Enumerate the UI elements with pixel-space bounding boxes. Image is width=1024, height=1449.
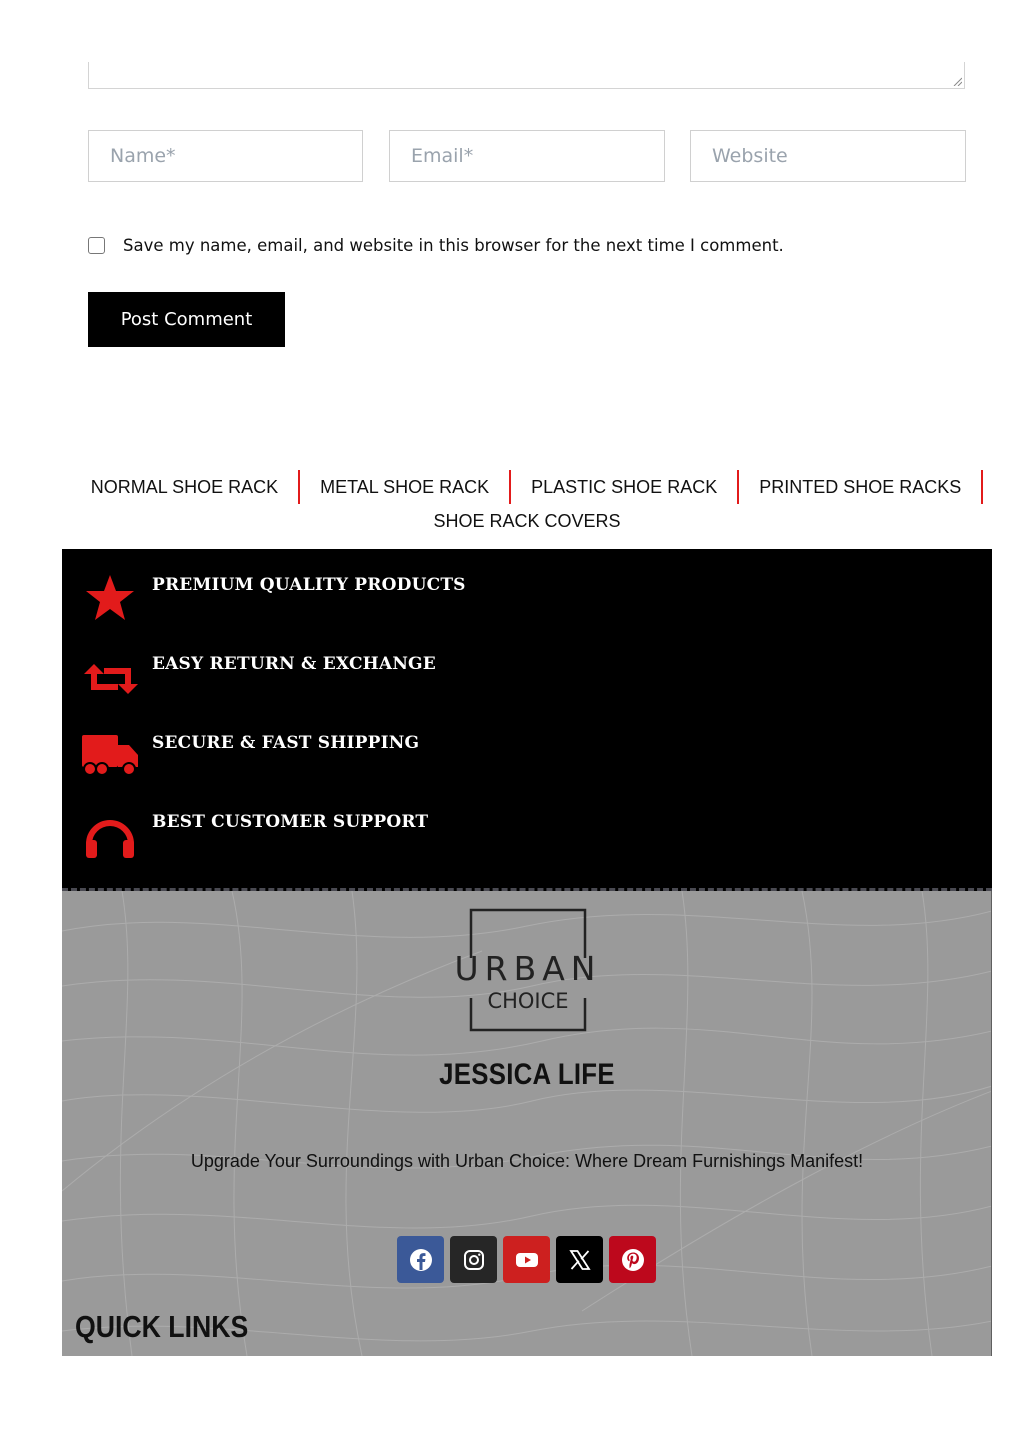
social-links xyxy=(397,1236,656,1283)
comment-textarea[interactable] xyxy=(88,62,965,89)
feature-label: SECURE & FAST SHIPPING xyxy=(152,733,420,753)
pinterest-link[interactable] xyxy=(609,1236,656,1283)
quick-links-title: QUICK LINKS xyxy=(75,1309,249,1344)
urban-choice-logo xyxy=(447,908,609,1032)
nav-shoe-rack-covers[interactable]: SHOE RACK COVERS xyxy=(433,511,621,531)
headphones-icon xyxy=(82,810,140,862)
truck-icon xyxy=(82,731,140,783)
logo-line2: CHOICE xyxy=(487,989,569,1013)
feature-easy-return xyxy=(82,652,582,712)
site-footer xyxy=(62,891,992,1356)
resize-grip-icon[interactable] xyxy=(952,76,962,86)
nav-printed-shoe-racks[interactable]: PRINTED SHOE RACKS xyxy=(739,470,983,504)
brand-title: JESSICA LIFE xyxy=(439,1058,615,1091)
x-twitter-icon xyxy=(568,1248,592,1272)
category-nav xyxy=(62,470,992,536)
save-info-checkbox[interactable] xyxy=(88,237,105,254)
nav-plastic-shoe-rack[interactable]: PLASTIC SHOE RACK xyxy=(511,470,739,504)
star-icon xyxy=(82,573,140,625)
email-field[interactable] xyxy=(389,130,665,182)
instagram-icon xyxy=(462,1248,486,1272)
youtube-link[interactable] xyxy=(503,1236,550,1283)
footer-tagline: Upgrade Your Surroundings with Urban Choice: Where Dream Furnishings Manifest! xyxy=(190,1151,864,1171)
feature-label: EASY RETURN & EXCHANGE xyxy=(152,654,436,674)
consent-label: Save my name, email, and website in this browser for the next time I comment. xyxy=(123,235,784,255)
facebook-icon xyxy=(409,1248,433,1272)
feature-customer-support xyxy=(82,810,582,870)
feature-premium-quality xyxy=(82,573,582,633)
website-field[interactable] xyxy=(690,130,966,182)
nav-normal-shoe-rack[interactable]: NORMAL SHOE RACK xyxy=(71,470,300,504)
youtube-icon xyxy=(515,1248,539,1272)
exchange-arrows-icon xyxy=(82,652,140,704)
logo-line1: URBAN xyxy=(454,949,602,988)
nav-metal-shoe-rack[interactable]: METAL SHOE RACK xyxy=(300,470,511,504)
x-twitter-link[interactable] xyxy=(556,1236,603,1283)
consent-row xyxy=(88,234,784,256)
feature-fast-shipping xyxy=(82,731,582,791)
facebook-link[interactable] xyxy=(397,1236,444,1283)
features-band xyxy=(62,549,992,891)
name-field[interactable] xyxy=(88,130,363,182)
feature-label: BEST CUSTOMER SUPPORT xyxy=(152,812,429,832)
pinterest-icon xyxy=(621,1248,645,1272)
post-comment-button[interactable]: Post Comment xyxy=(88,292,285,347)
instagram-link[interactable] xyxy=(450,1236,497,1283)
feature-label: PREMIUM QUALITY PRODUCTS xyxy=(152,575,466,595)
